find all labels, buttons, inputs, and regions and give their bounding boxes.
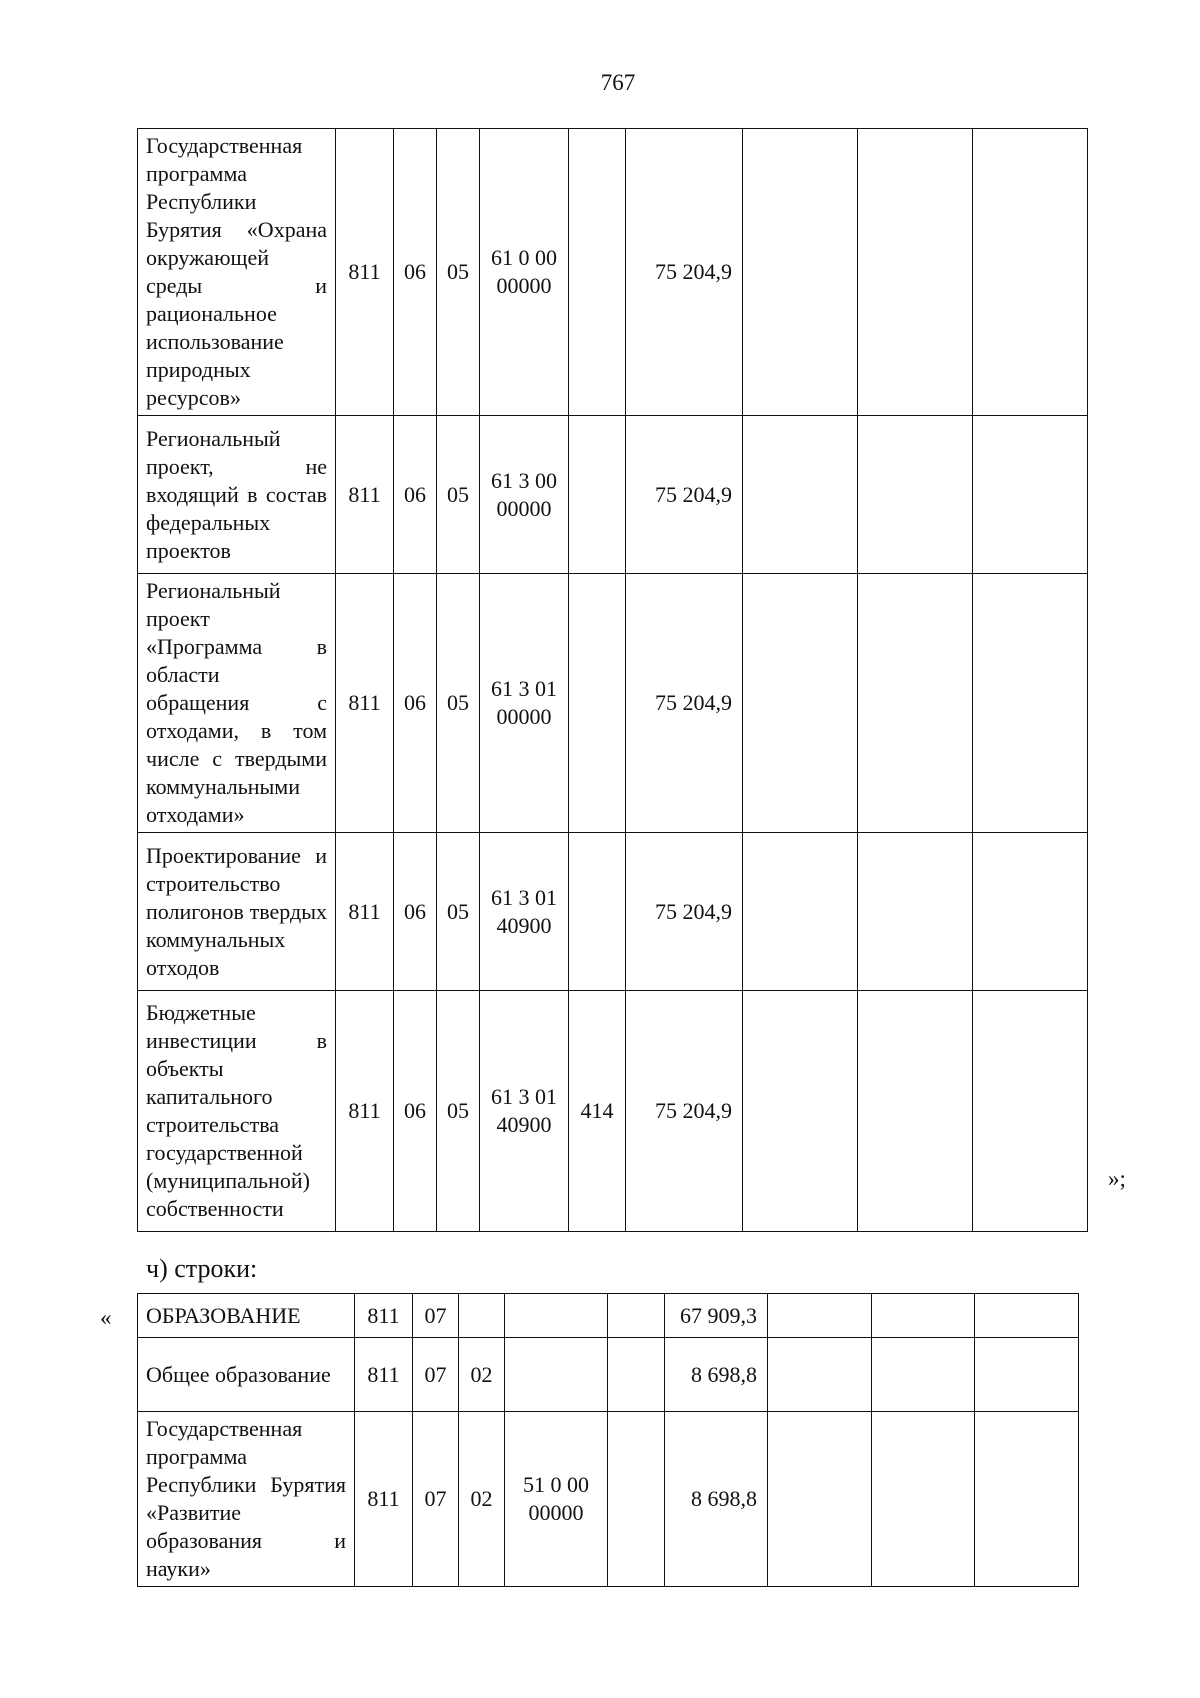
grbs-cell: 811 bbox=[336, 991, 394, 1232]
pr-cell: 05 bbox=[437, 129, 480, 416]
empty-cell bbox=[975, 1294, 1079, 1338]
table-row bbox=[138, 129, 1088, 416]
csr-cell bbox=[480, 833, 569, 991]
opening-quote: « bbox=[100, 1305, 112, 1330]
rz-cell: 06 bbox=[394, 991, 437, 1232]
csr-cell bbox=[505, 1294, 608, 1338]
empty-cell bbox=[743, 833, 858, 991]
rz-cell: 06 bbox=[394, 129, 437, 416]
table-row bbox=[138, 1412, 1079, 1587]
empty-cell bbox=[743, 129, 858, 416]
grbs-cell: 811 bbox=[355, 1338, 413, 1412]
amount-cell: 75 204,9 bbox=[626, 833, 743, 991]
empty-cell bbox=[973, 129, 1088, 416]
amount-cell: 75 204,9 bbox=[626, 129, 743, 416]
csr-cell bbox=[480, 129, 569, 416]
grbs-cell: 811 bbox=[336, 129, 394, 416]
table-row bbox=[138, 991, 1088, 1232]
amount-cell: 8 698,8 bbox=[665, 1338, 768, 1412]
empty-cell bbox=[975, 1338, 1079, 1412]
csr-code-line-2: 40900 bbox=[496, 912, 552, 938]
empty-cell bbox=[973, 574, 1088, 833]
amount-cell: 75 204,9 bbox=[626, 991, 743, 1232]
empty-cell bbox=[872, 1412, 975, 1587]
csr-code-line-2: 00000 bbox=[496, 273, 552, 298]
empty-cell bbox=[858, 416, 973, 574]
amount-cell: 8 698,8 bbox=[665, 1412, 768, 1587]
empty-cell bbox=[858, 574, 973, 833]
table-row bbox=[138, 1294, 1079, 1338]
vr-cell bbox=[608, 1412, 665, 1587]
rz-cell: 06 bbox=[394, 833, 437, 991]
csr-code-line-2: 00000 bbox=[496, 704, 552, 729]
csr-cell bbox=[480, 574, 569, 833]
csr-code-line-1: 51 0 00 bbox=[523, 1472, 589, 1497]
csr-cell bbox=[505, 1412, 608, 1587]
table-row bbox=[138, 574, 1088, 833]
rz-cell: 07 bbox=[413, 1294, 459, 1338]
row-name-cell: Общее образование bbox=[138, 1338, 355, 1412]
empty-cell bbox=[743, 416, 858, 574]
empty-cell bbox=[743, 574, 858, 833]
vr-cell bbox=[569, 574, 626, 833]
row-name-cell: Государственная программа Республики Бурятия «Охрана окружающей среды и рациональное использование природных ресурсов» bbox=[138, 129, 336, 416]
empty-cell bbox=[858, 991, 973, 1232]
grbs-cell: 811 bbox=[336, 833, 394, 991]
table-row bbox=[138, 1338, 1079, 1412]
pr-cell: 05 bbox=[437, 833, 480, 991]
table-row bbox=[138, 833, 1088, 991]
grbs-cell: 811 bbox=[336, 574, 394, 833]
empty-cell bbox=[872, 1294, 975, 1338]
empty-cell bbox=[858, 833, 973, 991]
grbs-cell: 811 bbox=[336, 416, 394, 574]
amount-cell: 75 204,9 bbox=[626, 574, 743, 833]
empty-cell bbox=[768, 1294, 872, 1338]
pr-cell: 05 bbox=[437, 574, 480, 833]
amount-cell: 67 909,3 bbox=[665, 1294, 768, 1338]
pr-cell: 05 bbox=[437, 991, 480, 1232]
empty-cell bbox=[743, 991, 858, 1232]
grbs-cell: 811 bbox=[355, 1294, 413, 1338]
csr-code-line-1: 61 0 00 bbox=[491, 245, 557, 270]
section-label: ч) строки: bbox=[146, 1254, 258, 1283]
csr-code-line-1: 61 3 00 bbox=[491, 467, 557, 493]
grbs-cell: 811 bbox=[355, 1412, 413, 1587]
row-name-cell: Проектирование и строительство полигонов твердых коммунальных отходов bbox=[138, 833, 336, 991]
row-name-cell: Бюджетные инвестиции в объекты капитального строительства государственной (муниципальной) собственности bbox=[138, 991, 336, 1232]
pr-cell: 05 bbox=[437, 416, 480, 574]
csr-cell bbox=[505, 1338, 608, 1412]
csr-cell bbox=[480, 991, 569, 1232]
row-name-cell: ОБРАЗОВАНИЕ bbox=[138, 1294, 355, 1338]
csr-code-line-1: 61 3 01 bbox=[491, 676, 557, 701]
row-name-cell: Региональный проект «Программа в области обращения с отходами, в том числе с твердыми коммунальными отходами» bbox=[138, 574, 336, 833]
empty-cell bbox=[973, 991, 1088, 1232]
vr-cell: 414 bbox=[569, 991, 626, 1232]
rz-cell: 06 bbox=[394, 574, 437, 833]
empty-cell bbox=[975, 1412, 1079, 1587]
empty-cell bbox=[973, 416, 1088, 574]
csr-code-line-1: 61 3 01 bbox=[491, 1084, 557, 1109]
page-number: 767 bbox=[600, 70, 636, 95]
amount-cell: 75 204,9 bbox=[626, 416, 743, 574]
row-name-cell: Государственная программа Республики Бурятия «Развитие образования и науки» bbox=[138, 1412, 355, 1587]
vr-cell bbox=[608, 1338, 665, 1412]
empty-cell bbox=[858, 129, 973, 416]
rz-cell: 07 bbox=[413, 1412, 459, 1587]
closing-quote: »; bbox=[1108, 1166, 1126, 1191]
table2-body bbox=[138, 1294, 1079, 1587]
csr-code-line-2: 40900 bbox=[496, 1112, 552, 1137]
csr-code-line-2: 00000 bbox=[528, 1500, 584, 1525]
table1-body bbox=[138, 129, 1088, 1232]
empty-cell bbox=[872, 1338, 975, 1412]
row-name-cell: Региональный проект, не входящий в состав федеральных проектов bbox=[138, 416, 336, 574]
csr-code-line-1: 61 3 01 bbox=[491, 884, 557, 910]
rz-cell: 07 bbox=[413, 1338, 459, 1412]
empty-cell bbox=[768, 1338, 872, 1412]
empty-cell bbox=[973, 833, 1088, 991]
csr-cell bbox=[480, 416, 569, 574]
vr-cell bbox=[569, 416, 626, 574]
rz-cell: 06 bbox=[394, 416, 437, 574]
budget-table-new-rows bbox=[137, 1293, 1079, 1587]
budget-table-continuation bbox=[137, 128, 1088, 1232]
table-row bbox=[138, 416, 1088, 574]
vr-cell bbox=[569, 833, 626, 991]
vr-cell bbox=[569, 129, 626, 416]
csr-code-line-2: 00000 bbox=[496, 495, 552, 521]
pr-cell: 02 bbox=[459, 1338, 505, 1412]
empty-cell bbox=[768, 1412, 872, 1587]
pr-cell: 02 bbox=[459, 1412, 505, 1587]
pr-cell bbox=[459, 1294, 505, 1338]
vr-cell bbox=[608, 1294, 665, 1338]
